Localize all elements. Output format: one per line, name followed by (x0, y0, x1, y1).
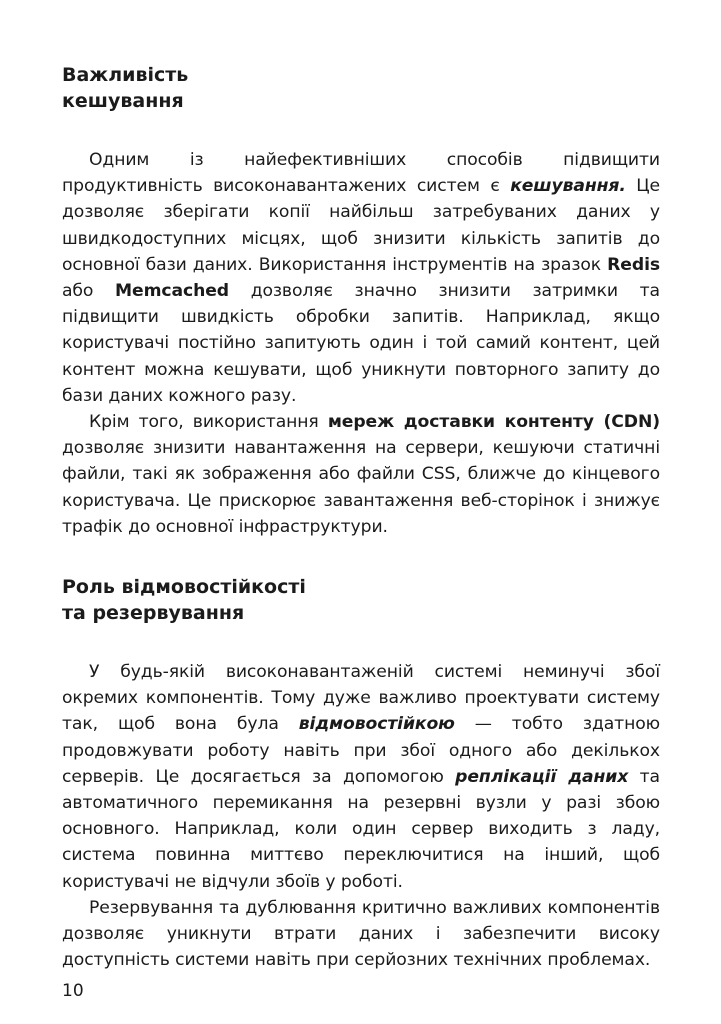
text-run: або (62, 281, 116, 302)
heading-line: Роль відмовостійкості (62, 576, 306, 599)
text-run: дозволяє знизити навантаження на сервери, кешуючи статичні файли, такі як зображення або файли CSS, ближче до кінцевого користувача. Це прискорює завантаження веб-сторінок і знижує трафік до основної інфраструктури. (62, 438, 660, 537)
emphasis-bold-italic: реплікації даних (455, 766, 629, 787)
section-heading (62, 62, 660, 114)
text-run: — тобто здатною продовжувати роботу навіть при збої одного або декількох серверів. Це досягається за допомогою (62, 714, 660, 787)
text-run: та автоматичного перемикання на резервні вузли у разі збою основного. Наприклад, коли один сервер виходить з ладу, система повинна миттєво переключитися на інший, щоб користувачі не відчули збоїв у роботі. (62, 766, 660, 892)
text-run: Резервування та дублювання критично важливих компонентів дозволяє уникнути втрати даних і забезпечити високу доступність системи навіть при серйозних технічних проблемах. (62, 897, 660, 971)
text-run: Одним із найефективніших способів підвищити продуктивність високонавантажених систем є (62, 150, 660, 197)
emphasis-bold-italic: кешування. (510, 176, 626, 197)
paragraph (62, 659, 660, 895)
text-run: Крім того, використання (89, 412, 328, 433)
text-run: Це дозволяє зберігати копії найбільш затребуваних даних у швидкодоступних місцях, щоб знизити кількість запитів до основної бази даних. Використання інструментів на зразок (62, 176, 660, 275)
text-run: У будь-якій високонавантаженій системі неминучі збої окремих компонентів. Тому дуже важливо проектувати систему так, щоб вона була (62, 662, 660, 735)
section-fault-tolerance (62, 574, 660, 973)
emphasis-bold: мереж доставки контенту (CDN) (327, 412, 661, 433)
heading-line: кешування (62, 90, 184, 112)
section-caching (62, 62, 660, 540)
section-heading (62, 574, 660, 626)
paragraph (62, 409, 660, 540)
paragraph (62, 895, 660, 974)
emphasis-bold-italic: відмовостійкою (298, 714, 455, 735)
page-number: 10 (62, 981, 84, 1001)
page-body (62, 62, 660, 973)
text-run: дозволяє значно знизити затримки та підвищити швидкість обробки запитів. Наприклад, якщо користувачі постійно запитують один і той самий контент, цей контент можна кешувати, щоб уникнути повторного запиту до бази даних кожного разу. (62, 281, 660, 406)
paragraph (62, 147, 660, 409)
heading-line: Важливість (62, 64, 189, 86)
emphasis-bold: Memcached (115, 281, 229, 302)
emphasis-bold: Redis (607, 254, 660, 275)
heading-line: та резервування (62, 602, 245, 625)
